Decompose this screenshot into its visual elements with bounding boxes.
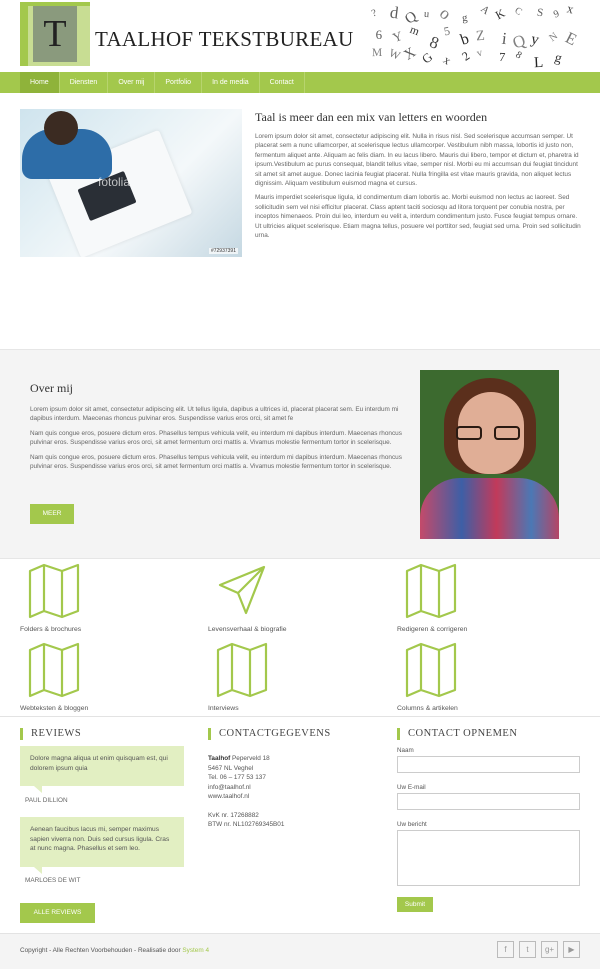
decorative-letter: g — [460, 11, 468, 24]
letters-decoration — [360, 0, 600, 72]
decorative-letter: 7 — [498, 50, 506, 65]
decorative-letter: x — [440, 52, 454, 68]
about-more-button[interactable]: MEER — [30, 504, 74, 524]
decorative-letter: 8 — [513, 49, 524, 62]
intro-paragraph: Mauris imperdiet scelerisque ligula, id condimentum diam lobortis ac. Morbi euismod non lectus ac laoreet. Sed sollicitudin sem vel nisi efficitur placerat. Class aptent taciti sociosqu ad litora torquent per conubia nostra, per inceptos himenaeos. Proin dui leo, interdum eu velit a, interdum condimentum justo. Fusce feugiat tempus ornare. Ut ultricies aliquet scelerisque. Etiam magna tellus, posuere vel porttitor sed, feugiat sed urna. Proin sed sollicitudin urna. — [255, 194, 581, 240]
decorative-letter: d — [388, 2, 400, 23]
service-folders[interactable] — [20, 563, 200, 633]
google-plus-icon[interactable]: g+ — [541, 941, 558, 958]
decorative-letter: E — [562, 28, 581, 50]
nav-item-over-mij[interactable]: Over mij — [108, 72, 155, 93]
decorative-letter: M — [371, 46, 383, 59]
footer-bar — [0, 933, 600, 969]
form-title: CONTACT OPNEMEN — [397, 728, 517, 740]
decorative-letter: g — [553, 49, 564, 66]
decorative-letter: Z — [475, 27, 486, 44]
divider — [0, 716, 600, 717]
map-icon — [28, 642, 80, 698]
all-reviews-button[interactable]: ALLE REVIEWS — [20, 903, 95, 923]
decorative-letter: Y — [390, 27, 405, 45]
email-label: Uw E-mail — [397, 784, 426, 791]
service-label: Webteksten & bloggen — [20, 705, 89, 712]
decorative-letter: X — [401, 44, 420, 64]
service-levensverhaal[interactable] — [208, 563, 388, 633]
decorative-letter: y — [529, 30, 541, 49]
service-label: Interviews — [208, 705, 239, 712]
intro-paragraph: Lorem ipsum dolor sit amet, consectetur adipiscing elit. Nulla in risus nisl. Sed scelerisque accumsan semper. Ut placerat sem a nunc ullamcorper, at scelerisque lectus ullamcorper. Vestibulum nibh massa, lobortis id justo non, fermentum aliquet ante. Aliquam ac felis diam. In eu lacus libero. Mauris dui libero, tempor et dictum et, pharetra id ipsum.Vestibulum ac purus consequat, blandit tellus vitae, semper nisl. Morbi eu mi accumsan dui feugiat tincidunt sit amet sit amet augue. Donec lacinia feugiat placerat. Nulla fringilla est vitae mauris gravida, non aliquet lectus dignissim. Aliquam vestibulum euismod magna et cursus. — [255, 133, 579, 188]
contact-btw: BTW nr. NL102769345B01 — [208, 821, 285, 828]
intro-title: Taal is meer dan een mix van letters en woorden — [255, 110, 488, 124]
copyright-text — [20, 947, 209, 954]
decorative-letter: o — [436, 2, 456, 24]
image-watermark: fotolia — [98, 175, 131, 189]
credit-link[interactable]: System 4 — [182, 947, 209, 954]
nav-item-diensten[interactable]: Diensten — [60, 72, 109, 93]
decorative-letter: i — [500, 28, 508, 48]
decorative-letter: 6 — [375, 27, 383, 43]
contact-company: Taalhof — [208, 755, 231, 762]
photo-shirt-shape — [420, 478, 559, 539]
site-header — [0, 0, 600, 72]
decorative-letter: b — [458, 30, 472, 49]
name-input[interactable] — [397, 756, 580, 773]
message-textarea[interactable] — [397, 830, 580, 886]
contact-phone: Tel. 06 – 177 53 137 — [208, 774, 266, 781]
decorative-letter: Q — [402, 8, 421, 28]
image-code: #72937391 — [210, 248, 236, 254]
decorative-letter: 8 — [426, 32, 442, 54]
submit-button[interactable]: Submit — [397, 897, 433, 912]
contact-details — [208, 754, 284, 830]
decorative-letter: 2 — [459, 48, 473, 64]
service-label: Redigeren & corrigeren — [397, 626, 468, 633]
decorative-letter: S — [536, 6, 545, 20]
contact-kvk: KvK nr. 17268882 — [208, 811, 259, 819]
main-nav — [0, 72, 600, 93]
nav-item-in-de-media[interactable]: In de media — [202, 72, 260, 93]
decorative-letter: C — [512, 4, 524, 18]
service-label: Levensverhaal & biografie — [208, 626, 287, 633]
about-photo — [420, 370, 559, 539]
decorative-letter: Q — [510, 30, 528, 53]
service-webteksten[interactable] — [20, 642, 200, 712]
contact-email-link[interactable]: info@taalhof.nl — [208, 783, 251, 791]
service-label: Columns & artikelen — [397, 705, 458, 712]
twitter-icon[interactable]: t — [519, 941, 536, 958]
decorative-letter: ? — [370, 7, 379, 20]
decorative-letter: N — [547, 31, 560, 45]
email-input[interactable] — [397, 793, 580, 810]
about-section — [0, 349, 600, 559]
about-paragraph: Lorem ipsum dolor sit amet, consectetur adipiscing elit. Ut tellus ligula, dapibus a ultrices id, placerat placerat sem. Eu interdum mi dapibus interdum. Maecenas rhoncus pulvinar eros. Suspendisse varius eros orci, sit amet fe — [30, 406, 399, 423]
decorative-letter: x — [565, 1, 575, 18]
review-card: Aenean faucibus lacus mi, semper maximus sapien viverra non. Duis sed cursus ligula. Cras at nunc magna. Phasellus et sem leo. — [20, 817, 184, 867]
about-paragraph: Nam quis congue eros, posuere dictum eros. Phasellus tempus vehicula velit, eu interdum mi dapibus interdum. Maecenas rhoncus pulvinar eros. Suspendisse varius eros orci, sit amet fermentum orci mattis a. Vivamus molestie fermentum tortor in scelerisque. — [30, 429, 402, 447]
decorative-letter: K — [492, 6, 508, 23]
nav-item-portfolio[interactable]: Portfolio — [155, 72, 202, 93]
decorative-letter: W — [386, 46, 402, 63]
decorative-letter: A — [478, 3, 492, 17]
nav-item-contact[interactable]: Contact — [260, 72, 305, 93]
service-interviews[interactable] — [208, 642, 388, 712]
service-columns[interactable] — [397, 642, 577, 712]
message-label: Uw bericht — [397, 821, 427, 828]
service-redigeren[interactable] — [397, 563, 577, 633]
decorative-letter: u — [423, 8, 430, 20]
contact-web-link[interactable]: www.taalhof.nl — [208, 793, 250, 800]
intro-image — [20, 109, 242, 257]
decorative-letter: m — [408, 24, 421, 39]
contact-street: Peperveld 18 — [232, 755, 270, 762]
decorative-letter: v — [475, 46, 484, 60]
paper-plane-icon — [216, 563, 268, 619]
contact-title: CONTACTGEGEVENS — [208, 728, 331, 740]
site-title[interactable]: TAALHOF TEKSTBUREAU — [95, 27, 354, 51]
nav-item-home[interactable]: Home — [20, 72, 60, 93]
contact-city: 5467 NL Veghel — [208, 764, 254, 772]
reviewer-name: PAUL DILLION — [25, 797, 68, 804]
about-text — [30, 381, 404, 476]
decorative-letter: G — [419, 49, 436, 67]
reviews-title: REVIEWS — [20, 728, 81, 740]
map-icon — [405, 563, 457, 619]
map-icon — [216, 642, 268, 698]
decorative-letter: 5 — [443, 23, 452, 39]
copyright-label: Copyright - Alle Rechten Voorbehouden - Realisatie door — [20, 947, 181, 954]
map-icon — [28, 563, 80, 619]
name-label: Naam — [397, 747, 414, 754]
review-card: Dolore magna aliqua ut enim quisquam est, qui dolorem ipsum quia — [20, 746, 184, 786]
reviewer-name: MARLOES DE WIT — [25, 877, 81, 884]
youtube-icon[interactable]: ▶ — [563, 941, 580, 958]
about-title: Over mij — [30, 381, 73, 395]
person-head-shape — [44, 111, 78, 145]
service-label: Folders & brochures — [20, 626, 82, 633]
decorative-letter: L — [533, 54, 544, 72]
facebook-icon[interactable]: f — [497, 941, 514, 958]
map-icon — [405, 642, 457, 698]
intro-text — [255, 110, 582, 245]
site-logo[interactable]: T — [33, 6, 77, 62]
about-paragraph: Nam quis congue eros, posuere dictum eros. Phasellus tempus vehicula velit, eu interdum mi dapibus interdum. Maecenas rhoncus pulvinar eros. Suspendisse varius eros orci, sit amet fermentum orci mattis a. Vivamus molestie fermentum tortor in scelerisque. — [30, 453, 402, 471]
decorative-letter: 9 — [552, 7, 562, 21]
photo-glasses-shape — [456, 426, 526, 440]
